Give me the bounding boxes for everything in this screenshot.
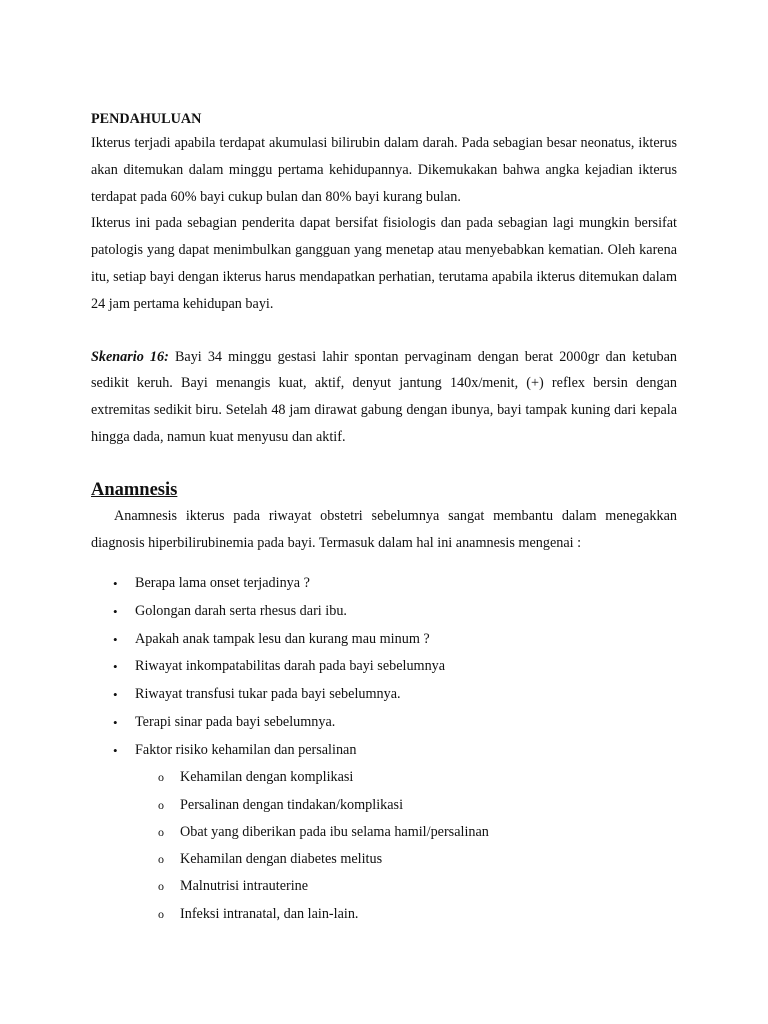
list-item xyxy=(91,709,677,737)
list-item xyxy=(91,570,677,598)
list-item-text: Riwayat transfusi tukar pada bayi sebelumnya. xyxy=(135,686,401,703)
scenario-paragraph xyxy=(91,344,677,451)
sub-list-item xyxy=(91,764,677,791)
bullet-icon: • xyxy=(113,631,118,647)
list-item xyxy=(91,737,677,928)
anamnesis-list xyxy=(91,570,677,928)
list-item-text: Golongan darah serta rhesus dari ibu. xyxy=(135,603,347,620)
sub-list-item xyxy=(91,846,677,873)
document-page xyxy=(91,108,677,928)
bullet-icon: • xyxy=(113,687,118,703)
sub-list-item xyxy=(91,819,677,846)
list-item-text: Berapa lama onset terjadinya ? xyxy=(135,575,310,592)
circle-bullet-icon: o xyxy=(158,797,164,812)
sub-list-item xyxy=(91,792,677,819)
bullet-icon: • xyxy=(113,714,118,730)
anamnesis-intro: Anamnesis ikterus pada riwayat obstetri sebelumnya sangat membantu dalam menegakkan diagnosis hiperbilirubinemia pada bayi. Termasuk dalam hal ini anamnesis mengenai : xyxy=(91,507,677,551)
list-item-text: Riwayat inkompatabilitas darah pada bayi sebelumnya xyxy=(135,658,446,675)
sub-list-item-text: Infeksi intranatal, dan lain-lain. xyxy=(180,905,359,922)
bullet-icon: • xyxy=(113,742,118,758)
scenario-text: Bayi 34 minggu gestasi lahir spontan pervaginam dengan berat 2000gr dan ketuban sedikit keruh. Bayi menangis kuat, aktif, denyut jantung 140x/menit, (+) reflex bersin dengan extremitas sedikit biru. Setelah 48 jam dirawat gabung dengan ibunya, bayi tampak kuning dari kepala hingga dada, namun kuat menyusu dan aktif. xyxy=(91,348,678,445)
bullet-icon: • xyxy=(113,659,118,675)
sub-list-item xyxy=(91,901,677,928)
scenario-label: Skenario 16: xyxy=(91,348,169,365)
intro-paragraph-2: Ikterus ini pada sebagian penderita dapat bersifat fisiologis dan pada sebagian lagi mungkin bersifat patologis yang dapat menimbulkan gangguan yang menetap atau menyebabkan kematian. Oleh karena itu, setiap bayi dengan ikterus harus mendapatkan perhatian, terutama apabila ikterus ditemukan dalam 24 jam pertama kehidupan bayi. xyxy=(91,215,677,312)
bullet-icon: • xyxy=(113,576,118,592)
sub-list-item-text: Kehamilan dengan komplikasi xyxy=(180,769,354,786)
circle-bullet-icon: o xyxy=(158,824,164,839)
anamnesis-title: Anamnesis xyxy=(91,479,178,500)
sub-list-item xyxy=(91,873,677,900)
list-item xyxy=(91,681,677,709)
list-item xyxy=(91,626,677,654)
sub-list-item-text: Persalinan dengan tindakan/komplikasi xyxy=(180,796,404,813)
intro-heading: PENDAHULUAN xyxy=(91,111,202,127)
bullet-icon: • xyxy=(113,604,118,620)
circle-bullet-icon: o xyxy=(158,879,164,894)
list-item xyxy=(91,653,677,681)
list-item-text: Terapi sinar pada bayi sebelumnya. xyxy=(135,713,336,730)
list-item-text: Faktor risiko kehamilan dan persalinan xyxy=(135,741,357,758)
list-item-text: Apakah anak tampak lesu dan kurang mau minum ? xyxy=(135,630,430,647)
circle-bullet-icon: o xyxy=(158,770,164,785)
sub-list-item-text: Obat yang diberikan pada ibu selama hamil/persalinan xyxy=(180,823,489,840)
list-item xyxy=(91,598,677,626)
sub-list-item-text: Malnutrisi intrauterine xyxy=(180,878,309,895)
intro-paragraph-1: Ikterus terjadi apabila terdapat akumulasi bilirubin dalam darah. Pada sebagian besar neonatus, ikterus akan ditemukan dalam minggu pertama kehidupannya. Dikemukakan bahwa angka kejadian ikterus terdapat pada 60% bayi cukup bulan dan 80% bayi kurang bulan. xyxy=(91,135,677,205)
sub-list-item-text: Kehamilan dengan diabetes melitus xyxy=(180,851,383,868)
spacer xyxy=(91,318,677,344)
circle-bullet-icon: o xyxy=(158,852,164,867)
risk-factor-sublist xyxy=(135,764,677,928)
circle-bullet-icon: o xyxy=(158,906,164,921)
